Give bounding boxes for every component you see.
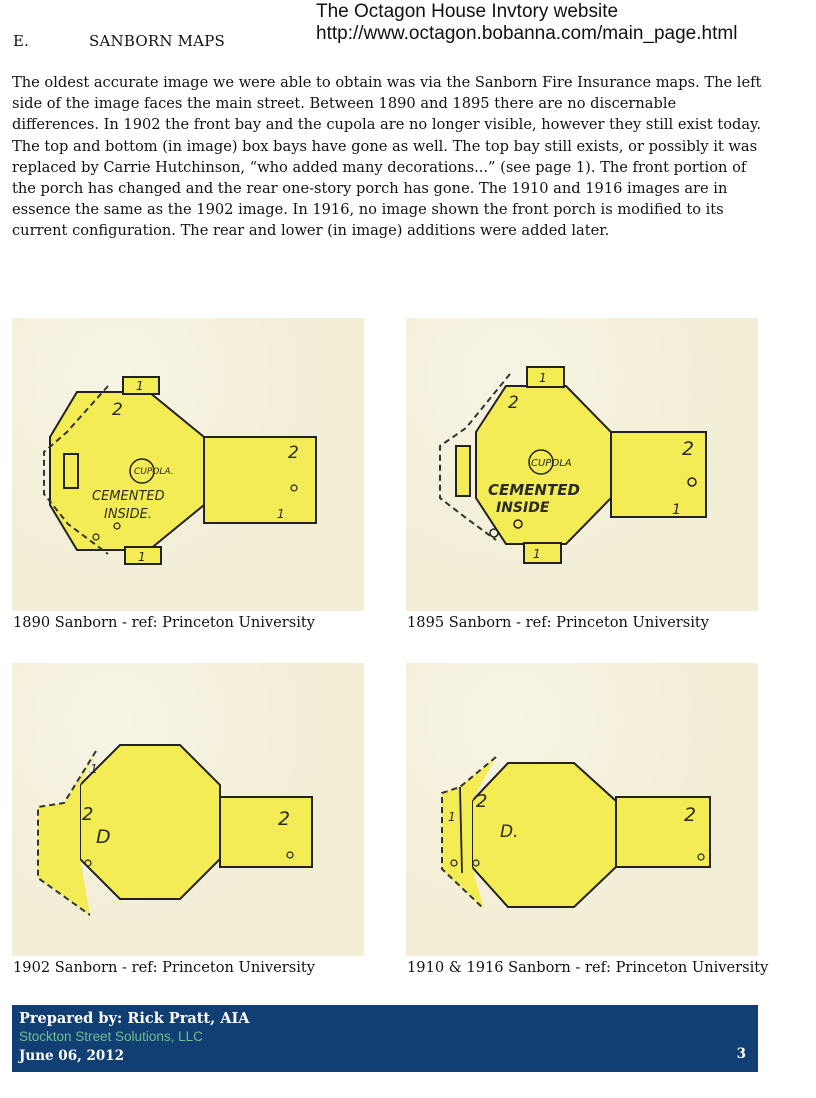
label-rear-bay: 1 <box>277 507 285 521</box>
front-bay <box>456 446 470 496</box>
footer-date: June 06, 2012 <box>19 1048 125 1064</box>
label-top-bay: 1 <box>539 371 547 385</box>
label-stories: 2 <box>82 804 94 825</box>
label-dwelling: D. <box>500 822 519 842</box>
footer-page-number: 3 <box>736 1046 746 1062</box>
label-top-bay: 1 <box>136 379 144 393</box>
bottom-bay <box>524 543 561 563</box>
rear-wing <box>204 437 316 523</box>
label-bottom-bay: 1 <box>138 550 146 564</box>
label-inside: INSIDE. <box>104 507 153 522</box>
map-1890-image <box>12 318 364 611</box>
label-rear-stories: 2 <box>278 808 291 830</box>
label-cupola: CUPOLA. <box>134 467 174 477</box>
caption-1890: 1890 Sanborn - ref: Princeton University <box>13 614 316 631</box>
label-rear-stories: 2 <box>682 438 695 460</box>
map-1902-drawing <box>12 663 364 956</box>
label-rear-bay: 1 <box>672 502 681 518</box>
label-cemented: CEMENTED <box>92 489 165 504</box>
label-rear-stories: 2 <box>288 443 299 463</box>
site-url[interactable]: http://www.octagon.bobanna.com/main_page.html <box>316 23 738 44</box>
rear-wing <box>220 797 312 867</box>
caption-1895: 1895 Sanborn - ref: Princeton University <box>407 614 710 631</box>
label-rear-stories: 2 <box>684 804 697 826</box>
label-stories: 2 <box>508 393 519 413</box>
map-1890-drawing <box>12 318 364 611</box>
label-porch: 1 <box>448 810 456 824</box>
label-stories: 2 <box>112 400 123 420</box>
intro-paragraph: The oldest accurate image we were able to obtain was via the Sanborn Fire Insurance maps. The left side of the image faces the main street. Between 1890 and 1895 there are no discernable differences. In 1902 the front bay and the cupola are no longer visible, however they still exist today. The top and bottom (in image) box bays have gone as well. The top bay still exists, or possibly it was replaced by Carrie Hutchinson, “who added many decorations...” (see page 1). The front portion of the porch has changed and the rear one-story porch has gone. The 1910 and 1916 images are in essence the same as the 1902 image. In 1916, no image shown the front porch is modified to its current configuration. The rear and lower (in image) additions were added later. <box>12 74 762 240</box>
map-1910-1916-drawing <box>406 663 758 956</box>
site-title: The Octagon House Invtory website <box>316 1 619 22</box>
section-letter: E. <box>13 32 29 50</box>
label-cemented: CEMENTED <box>488 481 580 499</box>
label-cupola: CUPOLA <box>531 458 572 469</box>
footer-bar <box>12 1005 758 1072</box>
building-octagon <box>472 763 616 907</box>
building-octagon <box>80 745 220 899</box>
label-bottom-bay: 1 <box>533 547 541 561</box>
caption-1902: 1902 Sanborn - ref: Princeton University <box>13 959 316 976</box>
section-title: SANBORN MAPS <box>89 32 225 50</box>
label-porch: 1 <box>90 762 98 776</box>
label-inside: INSIDE <box>496 500 550 516</box>
caption-1910-1916: 1910 & 1916 Sanborn - ref: Princeton University <box>407 959 769 976</box>
footer-company: Stockton Street Solutions, LLC <box>19 1029 203 1044</box>
front-bay <box>64 454 78 488</box>
map-1895-image <box>406 318 758 611</box>
map-1902-image <box>12 663 364 956</box>
footer-prepared-by: Prepared by: Rick Pratt, AIA <box>19 1010 250 1027</box>
label-dwelling: D <box>96 826 111 848</box>
label-stories: 2 <box>476 791 488 812</box>
map-1895-drawing <box>406 318 758 611</box>
map-1910-1916-image <box>406 663 758 956</box>
